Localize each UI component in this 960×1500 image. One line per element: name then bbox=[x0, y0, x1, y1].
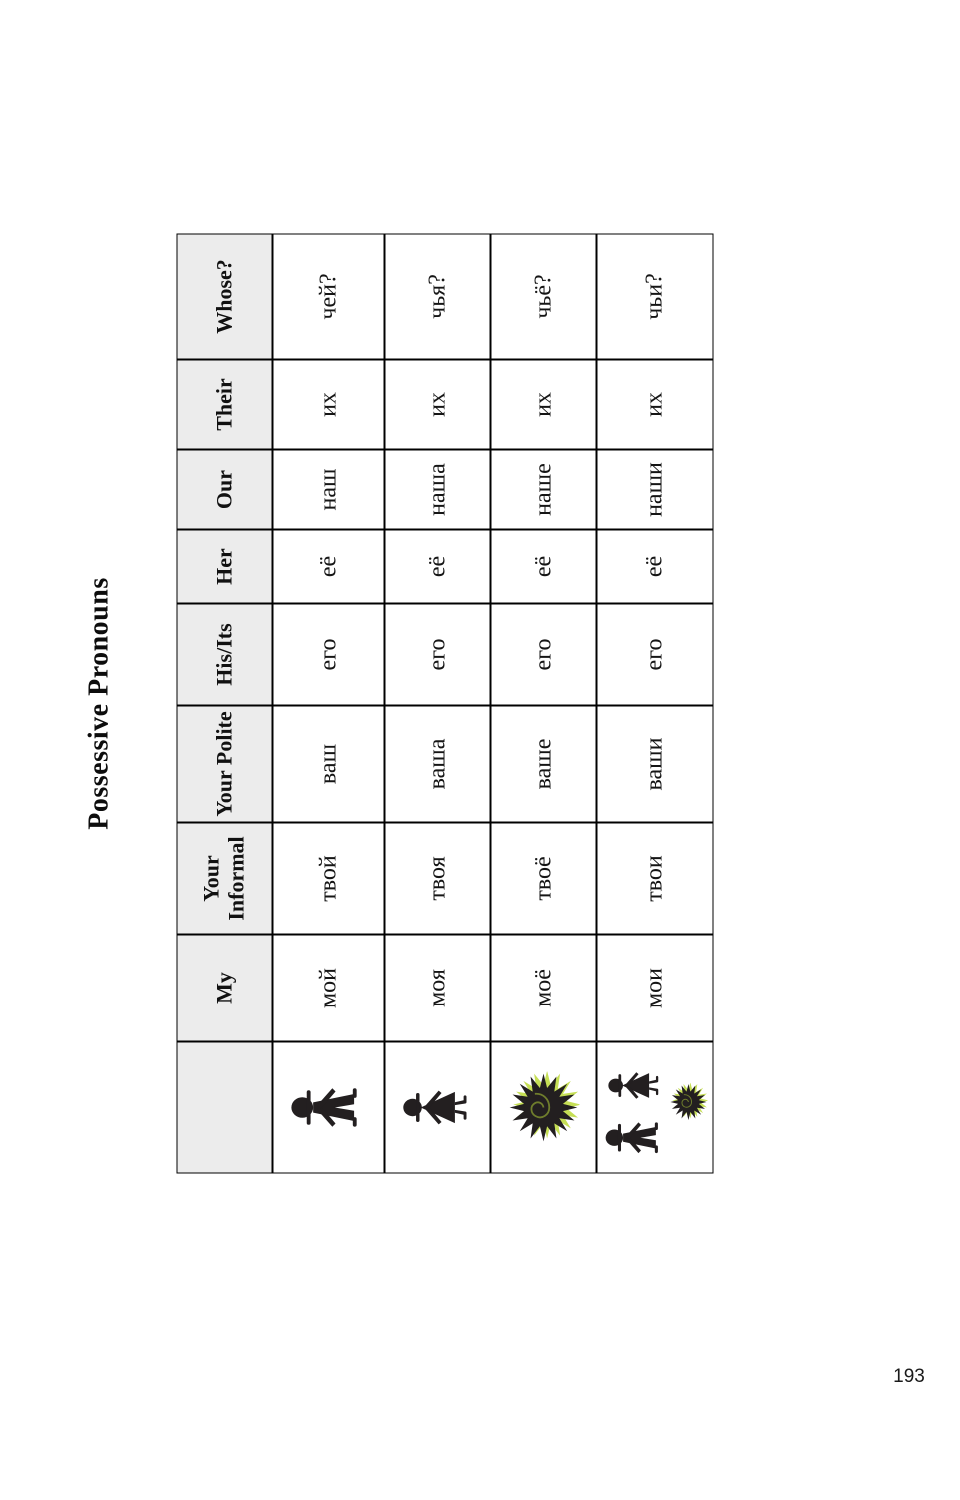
row-icon-cell-feminine bbox=[386, 1043, 490, 1173]
pronoun-cell: чьё? bbox=[492, 235, 596, 359]
row-icon-cell-plural bbox=[598, 1043, 713, 1173]
pronoun-cell: наши bbox=[598, 451, 713, 529]
pronoun-cell: её bbox=[274, 531, 384, 603]
pronoun-cell: моя bbox=[386, 936, 490, 1041]
page-title: Possessive Pronouns bbox=[83, 577, 115, 830]
pronoun-cell: их bbox=[598, 361, 713, 449]
column-header-her: Her bbox=[178, 531, 272, 603]
man-icon bbox=[290, 1076, 368, 1140]
pronoun-table bbox=[177, 234, 714, 1174]
pronoun-cell: ваши bbox=[598, 707, 713, 822]
pronoun-cell: их bbox=[386, 361, 490, 449]
pronoun-cell: ваша bbox=[386, 707, 490, 822]
pronoun-cell: мои bbox=[598, 936, 713, 1041]
pronoun-cell: моё bbox=[492, 936, 596, 1041]
corner-cell bbox=[178, 1043, 272, 1173]
column-header-our: Our bbox=[178, 451, 272, 529]
column-header-your-polite: Your Polite bbox=[178, 707, 272, 822]
pronoun-cell: чьи? bbox=[598, 235, 713, 359]
column-header-their: Their bbox=[178, 361, 272, 449]
pronoun-cell: их bbox=[492, 361, 596, 449]
row-icon-cell-masculine bbox=[274, 1043, 384, 1173]
column-header-your-informal: Your Informal bbox=[178, 824, 272, 934]
woman-icon bbox=[403, 1079, 473, 1137]
pronoun-cell: их bbox=[274, 361, 384, 449]
pronoun-cell: мой bbox=[274, 936, 384, 1041]
pronoun-cell: наше bbox=[492, 451, 596, 529]
page-number: 193 bbox=[893, 1366, 925, 1387]
pronoun-cell: его bbox=[274, 605, 384, 705]
row-icon-cell-neuter bbox=[492, 1043, 596, 1173]
column-header-my: My bbox=[178, 936, 272, 1041]
sun-icon bbox=[508, 1072, 580, 1144]
rotated-content bbox=[83, 233, 718, 1175]
column-header-whose: Whose? bbox=[178, 235, 272, 359]
pronoun-cell: ваш bbox=[274, 707, 384, 822]
man-woman-sun-icon bbox=[601, 1048, 709, 1168]
pronoun-cell: твой bbox=[274, 824, 384, 934]
pronoun-cell: её bbox=[598, 531, 713, 603]
pronoun-cell: его bbox=[598, 605, 713, 705]
pronoun-cell: его bbox=[492, 605, 596, 705]
pronoun-cell: твои bbox=[598, 824, 713, 934]
pronoun-cell: ваше bbox=[492, 707, 596, 822]
pronoun-cell: твоя bbox=[386, 824, 490, 934]
pronoun-cell: твоё bbox=[492, 824, 596, 934]
pronoun-cell: её bbox=[386, 531, 490, 603]
pronoun-cell: наш bbox=[274, 451, 384, 529]
pronoun-cell: его bbox=[386, 605, 490, 705]
pronoun-cell: наша bbox=[386, 451, 490, 529]
pronoun-cell: её bbox=[492, 531, 596, 603]
column-header-his-its: His/Its bbox=[178, 605, 272, 705]
pronoun-cell: чей? bbox=[274, 235, 384, 359]
pronoun-cell: чья? bbox=[386, 235, 490, 359]
